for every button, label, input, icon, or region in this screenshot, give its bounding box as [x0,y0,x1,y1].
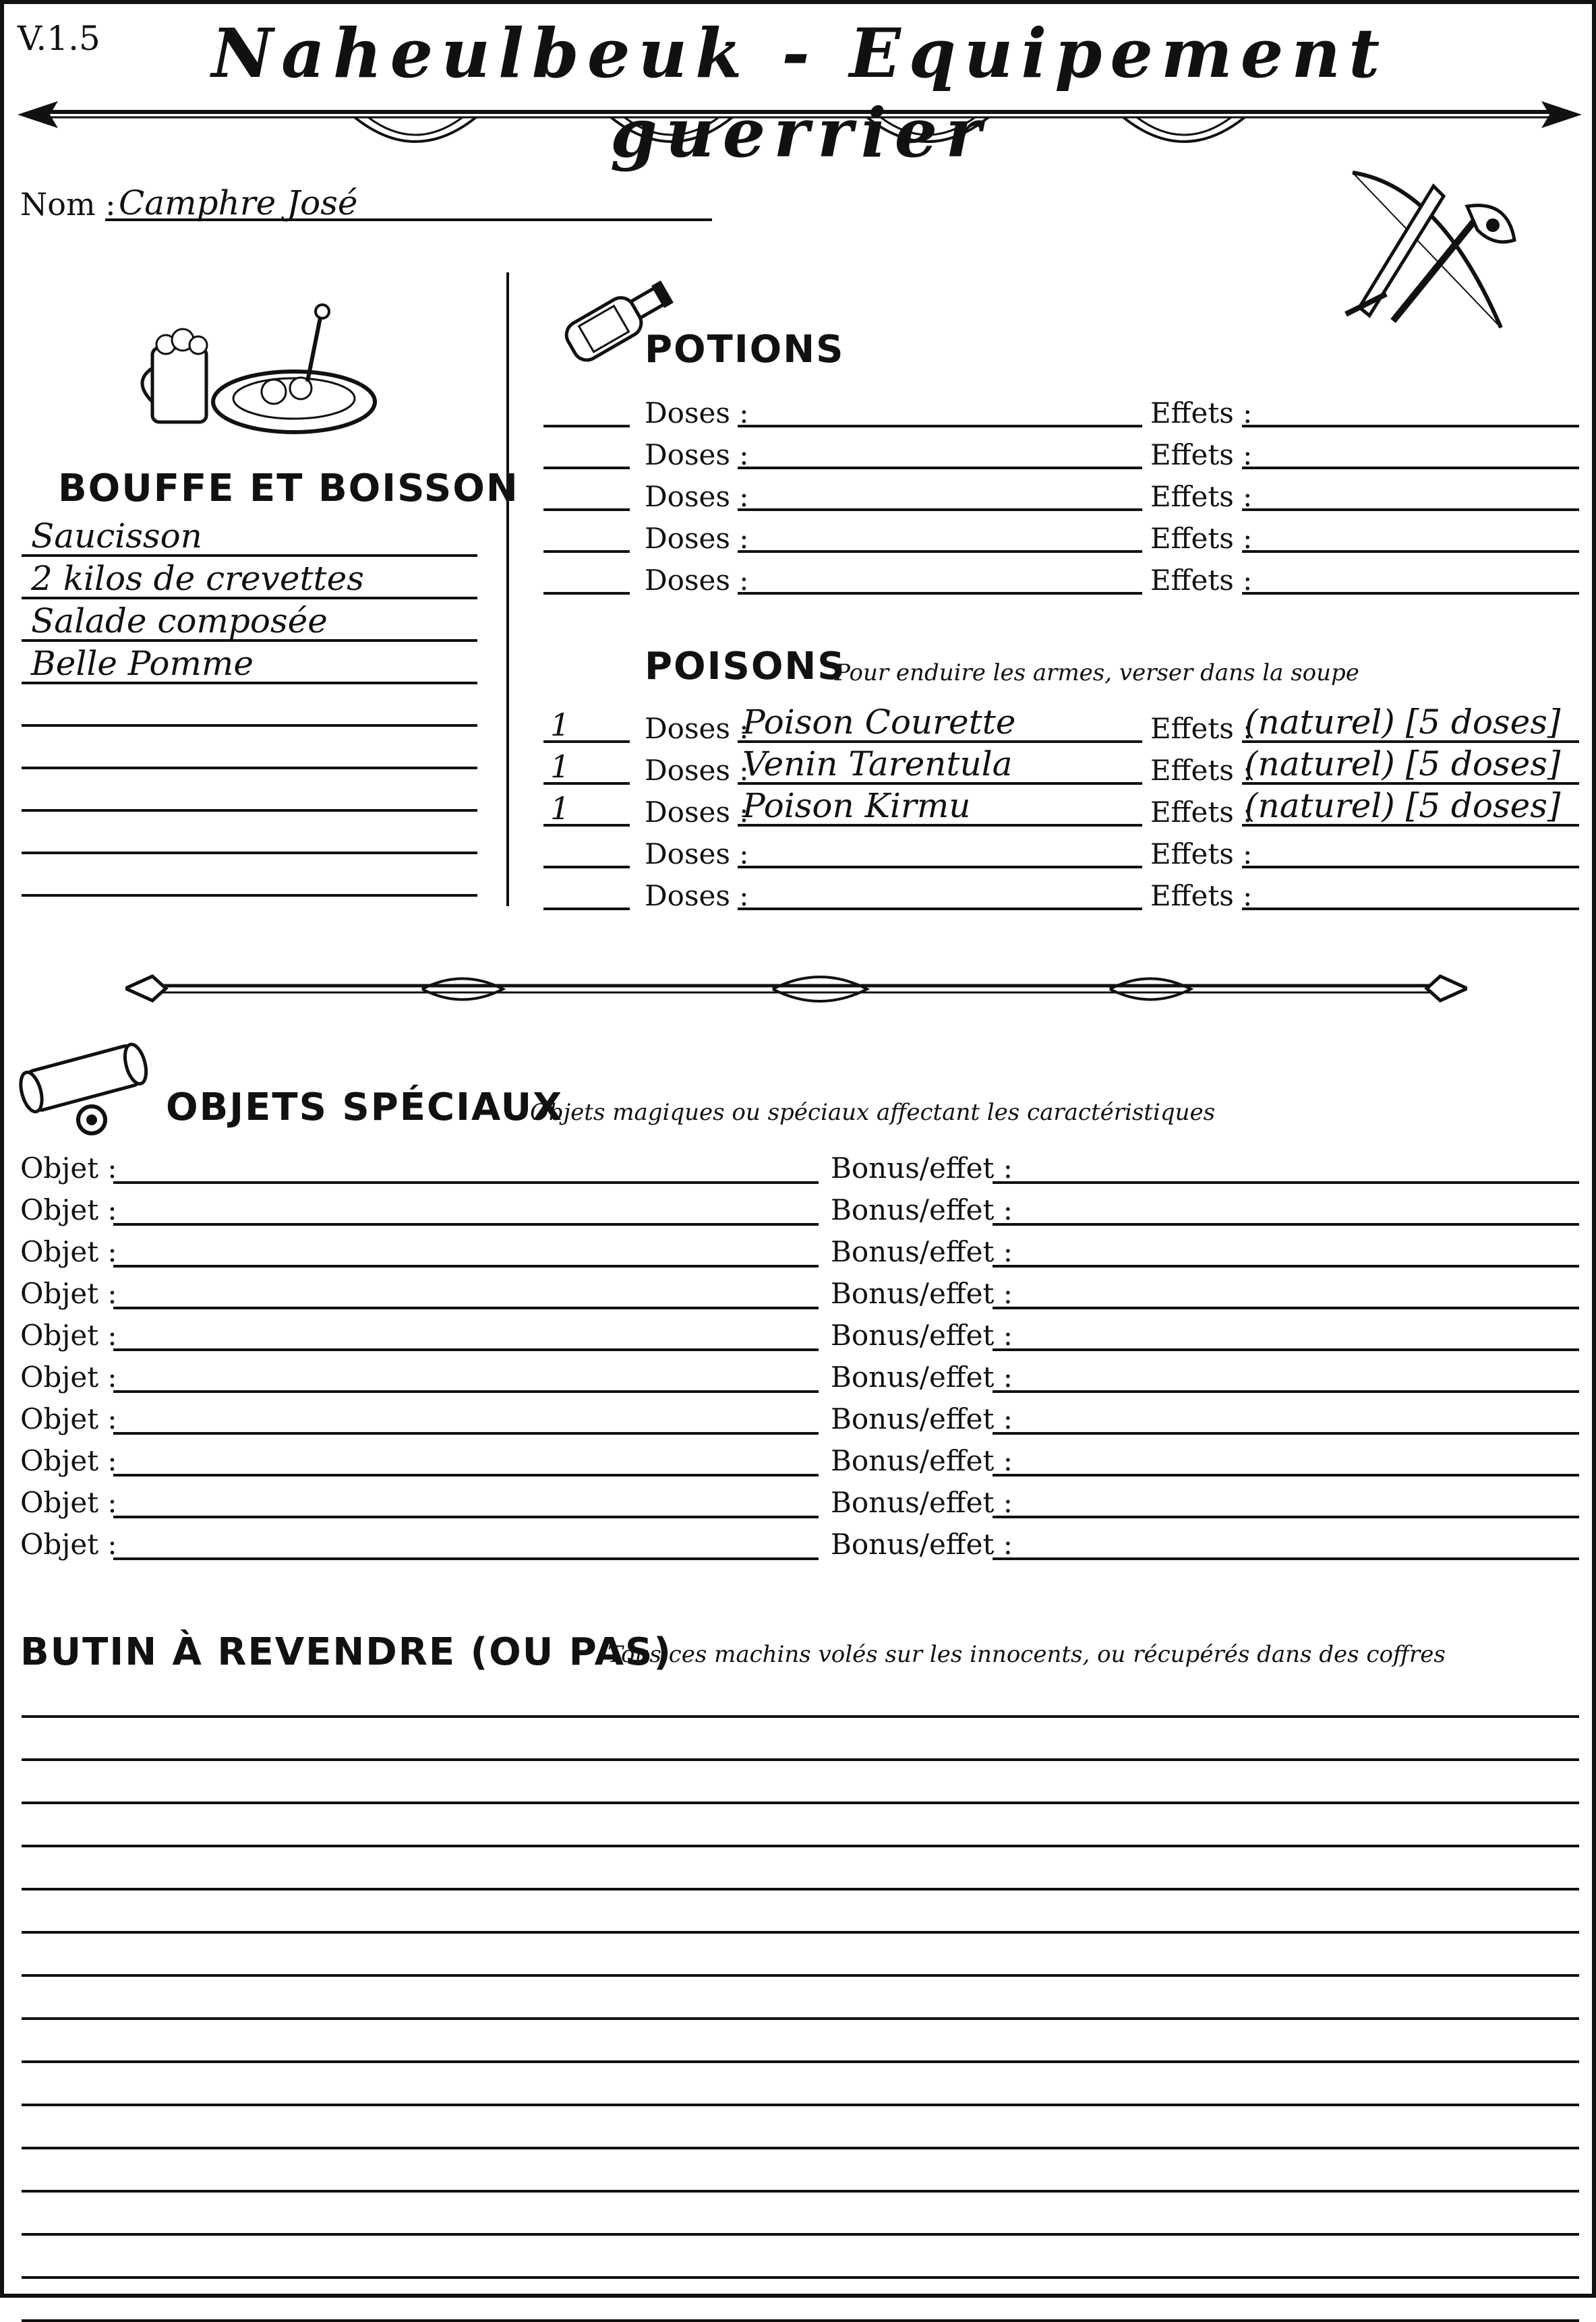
loot-subtitle: Tous ces machins volés sur les innocents, ou récupérés dans des coffres [608,1641,1446,1668]
potions-effects-line[interactable] [1242,467,1579,469]
potions-qty-line[interactable] [543,508,630,511]
object-label: Objet : [20,1193,117,1226]
poisons-doses-label: Doses : [645,796,749,829]
object-line[interactable] [113,1348,819,1351]
version-label: V.1.5 [18,19,100,58]
sheet-title: Naheulbeuk - Equipement guerrier [211,13,1388,173]
loot-line[interactable] [22,2233,1579,2236]
potions-effects-line[interactable] [1242,550,1579,553]
food-line[interactable] [22,894,477,897]
potions-effects-label: Effets : [1150,522,1253,555]
potions-qty-line[interactable] [543,592,630,595]
potions-effects-label: Effets : [1150,564,1253,597]
poisons-doses-value[interactable]: Poison Kirmu [742,786,971,825]
loot-line[interactable] [22,2017,1579,2020]
staff-divider [125,961,1467,1015]
potions-doses-line[interactable] [738,550,1142,553]
object-label: Objet : [20,1152,117,1185]
scroll-ring-illustration [18,1036,166,1143]
bonus-line[interactable] [993,1557,1579,1560]
bonus-line[interactable] [993,1390,1579,1393]
potions-heading: POTIONS [645,328,845,371]
bonus-label: Bonus/effet : [831,1193,1013,1226]
poisons-doses-label: Doses : [645,712,749,745]
poisons-doses-line[interactable] [738,907,1142,910]
loot-line[interactable] [22,1888,1579,1891]
potions-doses-label: Doses : [645,480,749,513]
poisons-heading: POISONS [645,645,846,688]
object-line[interactable] [113,1223,819,1226]
food-line[interactable] [22,724,477,727]
poisons-doses-label: Doses : [645,879,749,912]
potions-doses-label: Doses : [645,438,749,471]
poisons-effects-value[interactable]: (naturel) [5 doses] [1245,786,1561,825]
bonus-line[interactable] [993,1223,1579,1226]
object-line[interactable] [113,1181,819,1184]
potions-doses-line[interactable] [738,508,1142,511]
potions-doses-label: Doses : [645,522,749,555]
poisons-effects-label: Effets : [1150,796,1253,829]
bonus-line[interactable] [993,1307,1579,1309]
potions-effects-label: Effets : [1150,438,1253,471]
poisons-doses-value[interactable]: Poison Courette [742,703,1016,742]
food-illustration [139,301,382,442]
bonus-label: Bonus/effet : [831,1277,1013,1310]
object-label: Objet : [20,1486,117,1519]
poisons-qty[interactable]: 1 [550,790,570,827]
special-objects-subtitle: Objets magiques ou spéciaux affectant les caractéristiques [530,1099,1216,1126]
name-label: Nom : [20,186,116,222]
potions-qty-line[interactable] [543,467,630,469]
poisons-doses-value[interactable]: Venin Tarentula [742,744,1013,783]
bonus-label: Bonus/effet : [831,1402,1013,1435]
loot-line[interactable] [22,2190,1579,2193]
food-item[interactable]: Belle Pomme [31,644,254,683]
poisons-qty-line[interactable] [543,907,630,910]
poisons-effects-label: Effets : [1150,879,1253,912]
poisons-doses-line[interactable] [738,866,1142,868]
poisons-effects-line[interactable] [1242,866,1579,868]
loot-line[interactable] [22,1931,1579,1934]
poisons-qty[interactable]: 1 [550,748,570,785]
bonus-label: Bonus/effet : [831,1152,1013,1185]
bonus-line[interactable] [993,1181,1579,1184]
loot-line[interactable] [22,2147,1579,2149]
spear-divider-top [18,92,1582,152]
loot-line[interactable] [22,1974,1579,1977]
food-item[interactable]: 2 kilos de crevettes [31,559,364,598]
object-line[interactable] [113,1307,819,1309]
potions-qty-line[interactable] [543,550,630,553]
bonus-line[interactable] [993,1474,1579,1477]
poisons-effects-line[interactable] [1242,907,1579,910]
poisons-effects-label: Effets : [1150,837,1253,870]
bonus-label: Bonus/effet : [831,1235,1013,1268]
potions-effects-line[interactable] [1242,508,1579,511]
object-label: Objet : [20,1444,117,1477]
poisons-qty[interactable]: 1 [550,707,570,743]
loot-heading: BUTIN À REVENDRE (OU PAS) [20,1630,672,1674]
object-line[interactable] [113,1432,819,1435]
loot-line[interactable] [22,2104,1579,2106]
potions-effects-label: Effets : [1150,396,1253,429]
object-label: Objet : [20,1319,117,1352]
bonus-label: Bonus/effet : [831,1528,1013,1561]
potions-qty-line[interactable] [543,425,630,427]
poisons-doses-label: Doses : [645,837,749,870]
potions-doses-line[interactable] [738,425,1142,427]
loot-line[interactable] [22,2319,1579,2322]
object-line[interactable] [113,1557,819,1560]
bonus-line[interactable] [993,1432,1579,1435]
bonus-label: Bonus/effet : [831,1361,1013,1394]
potions-effects-line[interactable] [1242,425,1579,427]
object-label: Objet : [20,1528,117,1561]
bonus-line[interactable] [993,1516,1579,1518]
potions-effects-label: Effets : [1150,480,1253,513]
food-line[interactable] [22,852,477,854]
loot-line[interactable] [22,1845,1579,1847]
object-line[interactable] [113,1516,819,1518]
bonus-line[interactable] [993,1265,1579,1268]
object-label: Objet : [20,1277,117,1310]
column-divider [506,272,509,906]
poisons-effects-value[interactable]: (naturel) [5 doses] [1245,703,1561,742]
weapons-illustration [1332,159,1535,341]
food-heading: BOUFFE ET BOISSON [58,467,519,510]
poisons-subtitle: Pour enduire les armes, verser dans la soupe [835,659,1359,686]
object-line[interactable] [113,1474,819,1477]
bonus-line[interactable] [993,1348,1579,1351]
bonus-label: Bonus/effet : [831,1444,1013,1477]
loot-line[interactable] [22,2276,1579,2279]
object-label: Objet : [20,1361,117,1394]
loot-line[interactable] [22,1715,1579,1718]
loot-line[interactable] [22,1802,1579,1804]
potions-effects-line[interactable] [1242,592,1579,595]
poisons-effects-value[interactable]: (naturel) [5 doses] [1245,744,1561,783]
object-label: Objet : [20,1402,117,1435]
poisons-effects-label: Effets : [1150,712,1253,745]
loot-line[interactable] [22,1758,1579,1761]
poisons-qty-line[interactable] [543,866,630,868]
loot-line[interactable] [22,2060,1579,2063]
potions-doses-label: Doses : [645,564,749,597]
food-line[interactable] [22,767,477,769]
name-value[interactable]: Camphre José [119,183,358,222]
potions-doses-line[interactable] [738,467,1142,469]
poisons-doses-label: Doses : [645,754,749,787]
object-line[interactable] [113,1265,819,1268]
potions-doses-label: Doses : [645,396,749,429]
food-item[interactable]: Saucisson [31,516,202,556]
object-line[interactable] [113,1390,819,1393]
food-line[interactable] [22,809,477,812]
object-label: Objet : [20,1235,117,1268]
bonus-label: Bonus/effet : [831,1486,1013,1519]
potions-doses-line[interactable] [738,592,1142,595]
special-objects-heading: OBJETS SPÉCIAUX [166,1085,564,1129]
food-item[interactable]: Salade composée [31,601,328,641]
bonus-label: Bonus/effet : [831,1319,1013,1352]
poisons-effects-label: Effets : [1150,754,1253,787]
